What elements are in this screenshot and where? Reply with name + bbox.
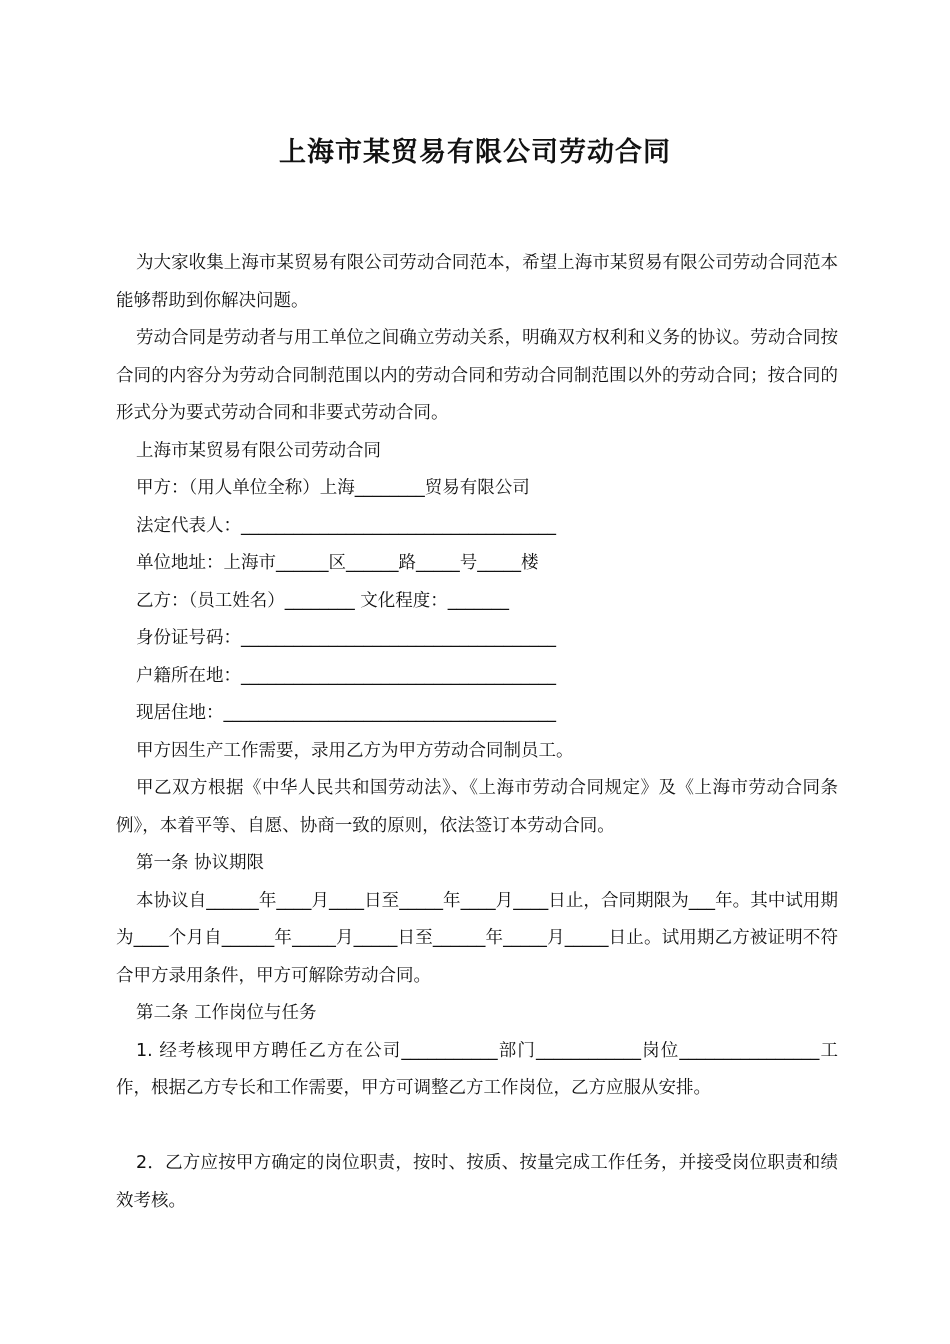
party-b-line: 乙方：（员工姓名）________ 文化程度：_______ — [136, 590, 510, 611]
job-duty-paragraph: 2．乙方应按甲方确定的岗位职责，按时、按质、按量完成工作任务，并接受岗位职责和绩效考核。 — [116, 1153, 838, 1211]
current-residence-line: 现居住地：______________________________________ — [136, 703, 556, 723]
document-body — [116, 245, 838, 1220]
id-number-line: 身份证号码：____________________________________ — [136, 628, 556, 648]
party-a-line: 甲方：（用人单位全称）上海________贸易有限公司 — [136, 478, 530, 498]
agreement-term-paragraph: 本协议自______年____月____日至_____年____月____日止，合同期限为___年。其中试用期为____个月自______年_____月_____日至______年_____月_____日止。试用期乙方被证明不符合甲方录用条件，甲方可解除劳动合同。 — [116, 890, 838, 986]
contract-heading: 上海市某贸易有限公司劳动合同 — [136, 440, 381, 461]
employment-purpose-paragraph: 甲方因生产工作需要，录用乙方为甲方劳动合同制员工。 — [136, 740, 574, 761]
household-register-line: 户籍所在地：____________________________________ — [136, 665, 556, 686]
paragraph-intro: 为大家收集上海市某贸易有限公司劳动合同范本，希望上海市某贸易有限公司劳动合同范本能够帮助到你解决问题。 — [116, 253, 838, 311]
legal-representative-line: 法定代表人：____________________________________ — [136, 515, 556, 536]
job-position-paragraph: 1. 经考核现甲方聘任乙方在公司___________部门____________岗位________________工作，根据乙方专长和工作需要，甲方可调整乙方工作岗位，乙方应服从安排。 — [116, 1040, 838, 1098]
paragraph-definition: 劳动合同是劳动者与用工单位之间确立劳动关系，明确双方权利和义务的协议。劳动合同按合同的内容分为劳动合同制范围以内的劳动合同和劳动合同制范围以外的劳动合同；按合同的形式分为要式劳动合同和非要式劳动合同。 — [116, 328, 838, 423]
blank-line — [116, 1108, 838, 1146]
company-address-line: 单位地址：上海市______区______路_____号_____楼 — [136, 553, 539, 573]
article-one-heading: 第一条 协议期限 — [136, 853, 265, 873]
document-title: 上海市某贸易有限公司劳动合同 — [279, 137, 671, 168]
legal-basis-paragraph: 甲乙双方根据《中华人民共和国劳动法》、《上海市劳动合同规定》及《上海市劳动合同条例》，本着平等、自愿、协商一致的原则，依法签订本劳动合同。 — [116, 778, 838, 836]
article-two-heading: 第二条 工作岗位与任务 — [136, 1003, 317, 1023]
